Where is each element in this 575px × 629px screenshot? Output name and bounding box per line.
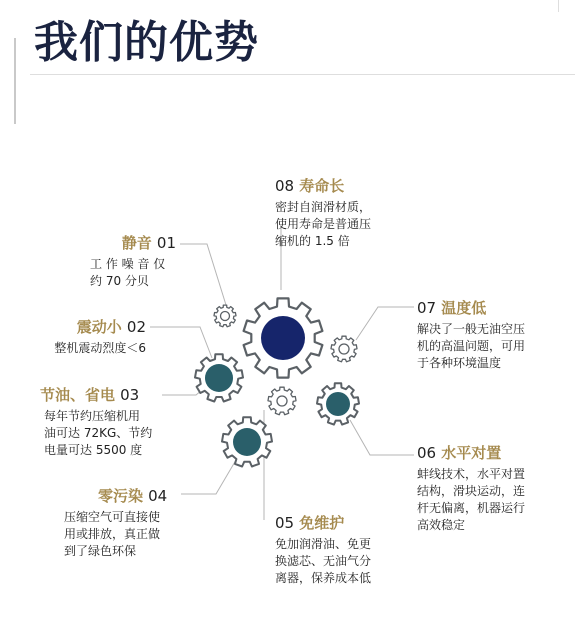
connector-04 (181, 460, 236, 494)
feature-name: 震动小 (76, 318, 122, 336)
feature-number: 02 (126, 318, 146, 336)
feature-06-horizontal-opposed (417, 442, 525, 534)
connector-06 (350, 420, 414, 455)
gear-cluster (195, 298, 359, 466)
gear-outline (331, 336, 357, 362)
feature-description: 密封自润滑材质， 使用寿命是普通压 缩机的 1.5 倍 (275, 200, 372, 248)
feature-05-maintenance-free (275, 512, 371, 587)
feature-name: 零污染 (98, 487, 144, 505)
feature-description: 解决了一般无油空压 机的高温问题，可用 于各种环境温度 (417, 322, 526, 370)
connector-02 (150, 327, 212, 358)
gear-hub (326, 392, 350, 416)
feature-number: 01 (156, 234, 176, 252)
gear-hub (261, 316, 305, 360)
feature-number: 07 (417, 299, 437, 317)
feature-number: 06 (417, 444, 437, 462)
feature-description: 整机震动烈度＜6 (54, 341, 146, 355)
connector-07 (356, 307, 414, 340)
gear-teal-left (195, 354, 243, 401)
feature-number: 04 (148, 487, 168, 505)
feature-number: 08 (275, 177, 295, 195)
feature-description: 每年节约压缩机用 油可达 72KG、节约 电量可达 5500 度 (44, 409, 153, 457)
feature-number: 03 (120, 386, 140, 404)
feature-04-zero-pollution (64, 485, 167, 560)
feature-name: 静音 (121, 234, 152, 252)
gear-outline (268, 387, 296, 415)
gear-hub (233, 428, 261, 456)
feature-number: 05 (275, 514, 295, 532)
feature-02-low-vibration (30, 316, 146, 357)
gear-hub (205, 364, 233, 392)
feature-description: 工 作 噪 音 仅 约 70 分贝 (90, 257, 166, 288)
gear-teal-right (317, 383, 359, 424)
feature-name: 温度低 (441, 299, 487, 317)
small-gear-right (331, 336, 357, 362)
feature-name: 免维护 (299, 514, 345, 532)
feature-08-lifespan (275, 175, 371, 250)
feature-description: 蚌线技术，水平对置 结构，滑块运动，连 杆无偏离，机器运行 高效稳定 (417, 467, 526, 532)
feature-01-quiet (60, 232, 176, 290)
small-gear-top-left (214, 305, 236, 327)
small-gear-center (268, 387, 296, 415)
gear-outline (214, 305, 236, 327)
feature-description: 压缩空气可直接使 用或排放，真正做 到了绿色环保 (64, 510, 161, 558)
connector-01 (180, 244, 226, 305)
large-gear-navy (244, 298, 323, 377)
page-title: 我们的优势 (34, 17, 259, 68)
feature-name: 水平对置 (441, 444, 502, 462)
feature-description: 免加润滑油、免更 换滤芯、无油气分 离器，保养成本低 (275, 537, 372, 585)
feature-name: 寿命长 (299, 177, 345, 195)
feature-name: 节油、省电 (40, 386, 116, 404)
feature-03-energy-saving (40, 384, 153, 459)
feature-07-low-temperature (417, 297, 525, 372)
